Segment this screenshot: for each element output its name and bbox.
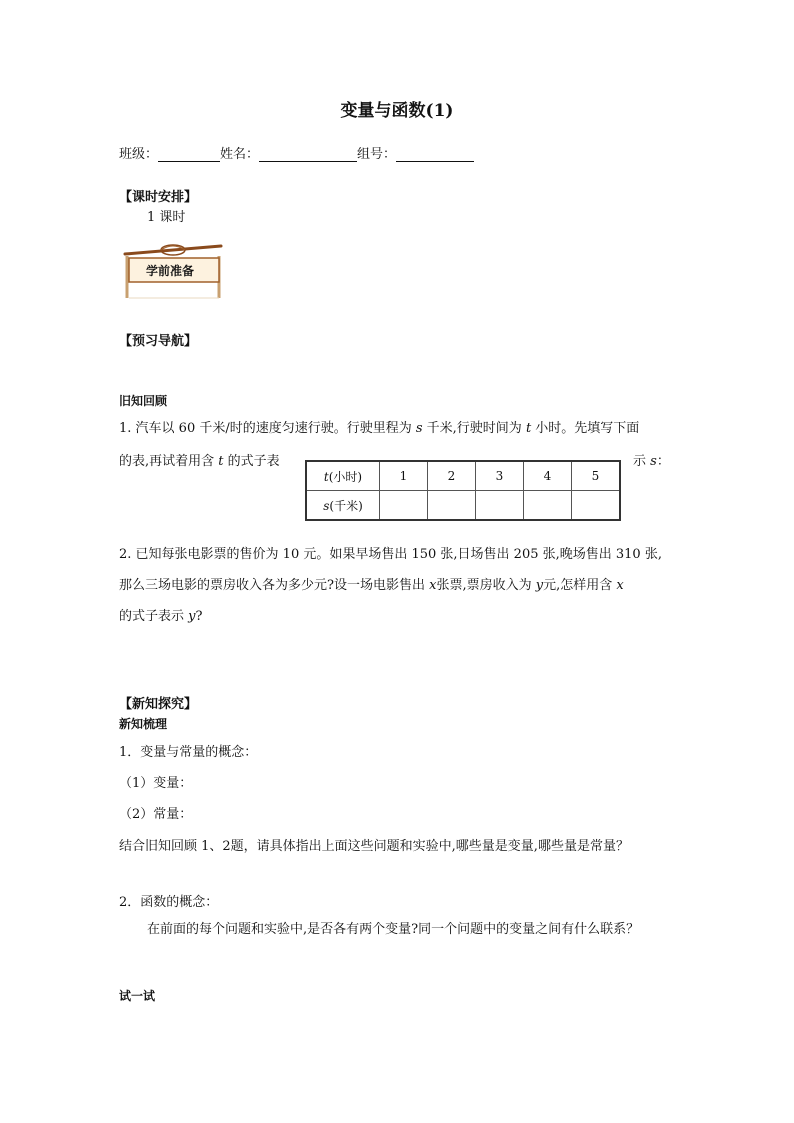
- table-row: [306, 461, 620, 491]
- explore-item-1a: （1）变量：: [119, 776, 193, 791]
- name-blank[interactable]: [259, 147, 357, 162]
- table-cell: 4: [524, 461, 572, 491]
- explore-item-2: 2．函数的概念：: [119, 895, 219, 910]
- explore-heading: 【新知探究】: [119, 697, 198, 712]
- q1-line2-var: t: [218, 454, 224, 469]
- q1-text-c: 小时。先填写下面: [531, 421, 640, 436]
- q2-text-b: 张票,票房收入为: [436, 578, 536, 593]
- schedule-heading: 【课时安排】: [119, 190, 198, 205]
- review-heading: 旧知回顾: [119, 394, 168, 408]
- q1-line2-c-var: s: [650, 454, 657, 469]
- q2-text-c: 元,怎样用含: [543, 578, 617, 593]
- q2-var-x: x: [429, 578, 437, 593]
- q1-line2-c: 示: [633, 454, 651, 469]
- preview-heading: 【预习导航】: [119, 334, 198, 349]
- class-blank[interactable]: [158, 147, 220, 162]
- q2-text-a: 那么三场电影的票房收入各为多少元?设一场电影售出: [119, 578, 430, 593]
- q2-var-y: y: [535, 578, 544, 593]
- table-answer-cell[interactable]: [476, 491, 524, 521]
- explore-item-1b: （2）常量：: [119, 807, 193, 822]
- question-2-line-2: [119, 574, 624, 593]
- q1-text-b: 千米,行驶时间为: [422, 421, 526, 436]
- table-cell: 2: [428, 461, 476, 491]
- row-header-time: t(小时): [306, 461, 380, 491]
- q1-var-s: s: [415, 421, 423, 436]
- page-title: 变量与函数(1): [340, 101, 454, 121]
- question-1-line-2-end: [633, 450, 670, 469]
- q1-line2-a: 的表,再试着用含: [119, 454, 219, 469]
- try-heading: 试一试: [119, 989, 156, 1003]
- explore-subheading: 新知梳理: [119, 717, 168, 731]
- explore-item-1: 1．变量与常量的概念：: [119, 745, 258, 760]
- q2-line3-b: ?: [195, 609, 203, 624]
- q1-var-t: t: [525, 421, 532, 436]
- question-2-line-3: [119, 605, 202, 624]
- group-label: 组号：: [357, 147, 397, 162]
- table-row: [306, 491, 620, 521]
- table-cell: 1: [380, 461, 428, 491]
- q1-line2-b: 的式子表: [223, 454, 280, 469]
- table-answer-cell[interactable]: [572, 491, 621, 521]
- section-banner: [121, 240, 225, 300]
- question-1-line-1: [119, 417, 639, 436]
- class-label: 班级：: [119, 147, 159, 162]
- schedule-value: 1 课时: [147, 210, 186, 225]
- q1-line2-d: ：: [656, 454, 670, 469]
- table-answer-cell[interactable]: [524, 491, 572, 521]
- row-header-distance: s(千米): [306, 491, 380, 521]
- question-1-line-2: [119, 450, 280, 469]
- name-label: 姓名：: [220, 147, 260, 162]
- q2-var-y-2: y: [188, 609, 196, 624]
- explore-item-2-text: 在前面的每个问题和实验中,是否各有两个变量?同一个问题中的变量之间有什么联系？: [147, 922, 640, 937]
- explore-combine-question: 结合旧知回顾 1、2题，请具体指出上面这些问题和实验中,哪些量是变量,哪些量是常量？: [119, 839, 629, 854]
- q1-text-a: 1. 汽车以 60 千米/时的速度匀速行驶。行驶里程为: [119, 421, 416, 436]
- table-answer-cell[interactable]: [428, 491, 476, 521]
- table-cell: 5: [572, 461, 621, 491]
- time-distance-table: [305, 460, 621, 521]
- table-cell: 3: [476, 461, 524, 491]
- q2-var-x-2: x: [616, 578, 624, 593]
- q2-line3-a: 的式子表示: [119, 609, 189, 624]
- group-blank[interactable]: [396, 147, 474, 162]
- banner-label: 学前准备: [145, 264, 194, 278]
- question-2-line-1: 2. 已知每张电影票的售价为 10 元。如果早场售出 150 张,日场售出 205 张,晚场售出 310 张,: [119, 547, 662, 562]
- table-answer-cell[interactable]: [380, 491, 428, 521]
- student-info-line: [119, 143, 474, 162]
